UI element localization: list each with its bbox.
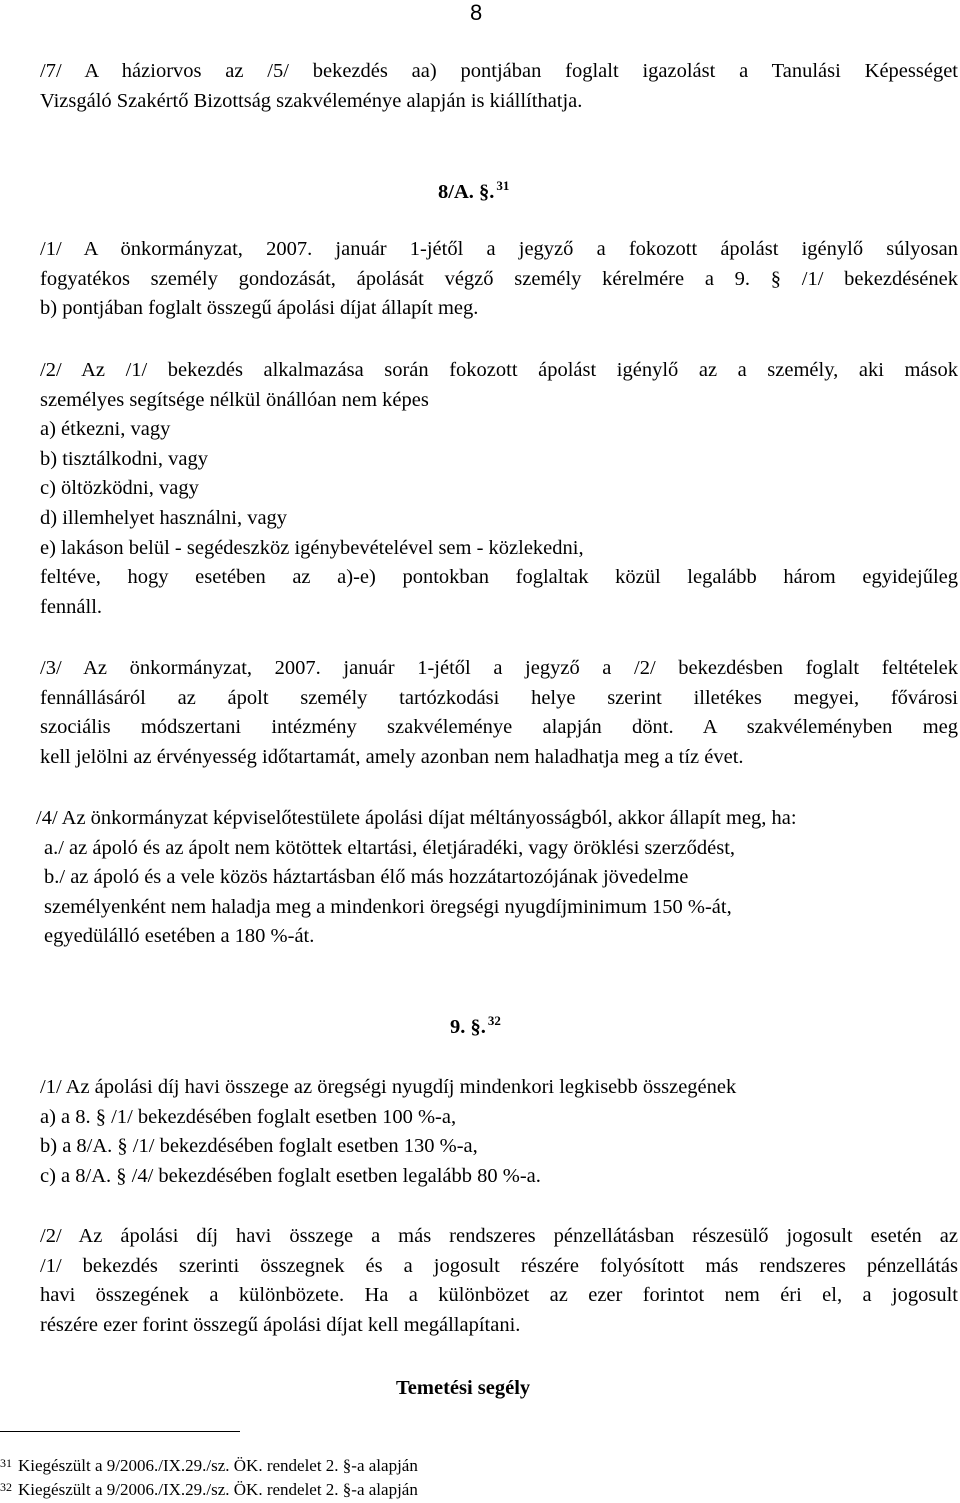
list-item: c) öltözködni, vagy [40,477,199,500]
list-item: b) tisztálkodni, vagy [40,447,208,470]
paragraph-line: b) pontjában foglalt összegű ápolási díjat állapít meg. [40,297,479,320]
footnote [0,1479,418,1501]
paragraph-line: /1/ Az ápolási díj havi összege az öregségi nyugdíj mindenkori legkisebb összegének [40,1076,737,1098]
paragraph-8-7 [40,57,958,116]
paragraph-line: /2/ Az /1/ bekezdés alkalmazása során fokozott ápolást igénylő az a személy, aki mások [40,359,958,381]
footnote-text: Kiegészült a 9/2006./IX.29./sz. ÖK. rendelet 2. §-a alapján [18,1480,418,1499]
footnote-ref: 32 [487,1013,501,1028]
paragraph-9-2 [40,1222,958,1340]
paragraph-line: személyenként nem haladja meg a mindenkori öregségi nyugdíjminimum 150 %-át, [44,895,732,918]
list-item: d) illemhelyet használni, vagy [40,506,288,529]
footnote-divider [0,1431,240,1432]
footnote-number: 32 [0,1480,12,1494]
paragraph-line: részére ezer forint összegű ápolási díjat kell megállapítani. [40,1313,521,1336]
paragraph-line: személyes segítsége nélkül önállóan nem képes [40,388,429,411]
list-item: c) a 8/A. § /4/ bekezdésében foglalt esetben legalább 80 %-a. [40,1164,541,1187]
section-heading-8a [438,177,509,207]
paragraph-line: szociális módszertani intézmény szakvéleménye alapján dönt. A szakvéleményben meg [40,716,958,739]
paragraph-8a-3 [40,654,958,772]
paragraph-line: /2/ Az ápolási díj havi összege a más rendszeres pénzellátásban részesülő jogosult esetén az [40,1225,958,1247]
section-heading-9 [450,1012,501,1042]
paragraph-line: kell jelölni az érvényesség időtartamát, amely azonban nem haladhatja meg a tíz évet. [40,745,744,768]
footnote-number: 31 [0,1456,12,1470]
footnote-ref: 31 [496,178,510,193]
list-item: e) lakáson belül - segédeszköz igénybevételével sem - közlekedni, [40,536,584,559]
list-item: b) a 8/A. § /1/ bekezdésében foglalt esetben 130 %-a, [40,1135,478,1158]
subheading: Temetési segély [396,1377,531,1399]
paragraph-line: a./ az ápoló és az ápolt nem kötöttek eltartási, életjáradéki, vagy öröklési szerződést, [44,836,736,859]
list-item: a) étkezni, vagy [40,418,171,441]
paragraph-8a-2 [40,356,958,622]
page-number: 8 [470,0,483,25]
paragraph-line: egyedülálló esetében a 180 %-át. [44,925,315,948]
paragraph-line: fogyatékos személy gondozását, ápolását végző személy kérelmére a 9. § /1/ bekezdésének [40,267,958,290]
paragraph-line: /3/ Az önkormányzat, 2007. január 1-jétől a jegyző a /2/ bekezdésben foglalt feltételek [40,657,958,679]
section-heading-text: 8/A. §. [438,181,495,203]
footnote-text: Kiegészült a 9/2006./IX.29./sz. ÖK. rendelet 2. §-a alapján [18,1456,418,1475]
footnote [0,1455,418,1477]
paragraph-line: /4/ Az önkormányzat képviselőtestülete ápolási díjat méltányosságból, akkor állapít meg, ha: [36,807,797,829]
paragraph-8a-1 [40,235,958,324]
paragraph-line: havi összegének a különbözete. Ha a különbözet az ezer forintot nem éri el, a jogosult [40,1284,958,1307]
paragraph-line: feltéve, hogy esetében az a)-e) pontokban foglaltak közül legalább három egyidejűleg [40,566,958,589]
paragraph-9-1 [40,1073,958,1191]
paragraph-8a-4 [36,804,954,952]
paragraph-line: fennállásáról az ápolt személy tartózkodási helye szerint illetékes megyei, fővárosi [40,686,958,709]
list-item: a) a 8. § /1/ bekezdésében foglalt esetben 100 %-a, [40,1105,457,1128]
section-heading-text: 9. §. [450,1016,486,1038]
paragraph-line: /7/ A háziorvos az /5/ bekezdés aa) pontjában foglalt igazolást a Tanulási Képességet [40,60,958,82]
paragraph-line: /1/ A önkormányzat, 2007. január 1-jétől a jegyző a fokozott ápolást igénylő súlyosan [40,238,958,260]
paragraph-line: b./ az ápoló és a vele közös háztartásban élő más hozzátartozójának jövedelme [44,866,689,889]
paragraph-line: Vizsgáló Szakértő Bizottság szakvéleménye alapján is kiállíthatja. [40,89,583,112]
paragraph-line: fennáll. [40,595,103,618]
paragraph-line: /1/ bekezdés szerinti összegnek és a jogosult részére folyósított más rendszeres pénzellátás [40,1254,958,1277]
